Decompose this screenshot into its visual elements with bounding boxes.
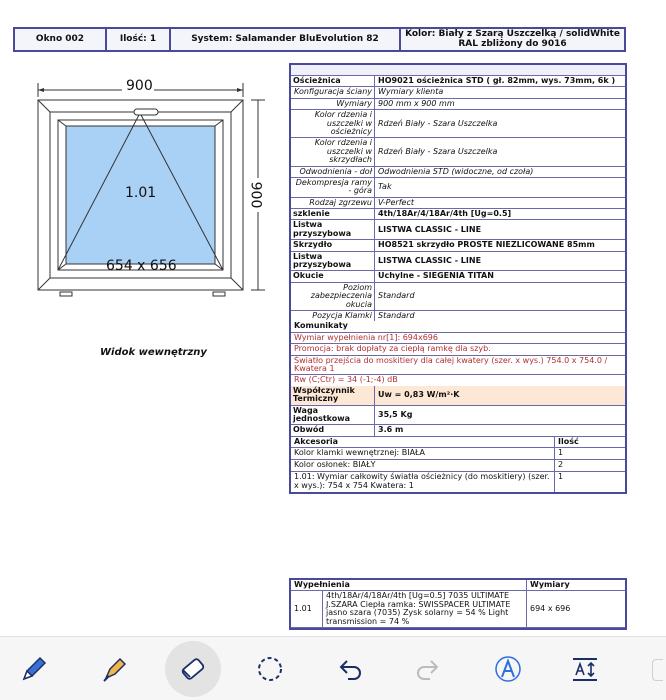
highlighter-icon bbox=[99, 653, 131, 685]
spec-rows bbox=[291, 76, 625, 321]
accessories-header bbox=[291, 437, 625, 449]
redo-icon bbox=[412, 653, 444, 685]
spec-row-value: Uchylne - SIEGENIA TITAN bbox=[378, 271, 494, 281]
uw-value: Uw = 0,83 W/m²·K bbox=[375, 386, 625, 405]
spec-row-label: Pozycja Klamki bbox=[291, 311, 375, 321]
glass-size: 654 x 656 bbox=[106, 258, 177, 274]
spec-row bbox=[291, 283, 625, 311]
filling-no: 1.01 bbox=[291, 591, 323, 627]
text-style-tool[interactable] bbox=[488, 649, 528, 689]
spec-row bbox=[291, 252, 625, 272]
spec-table bbox=[289, 63, 627, 494]
spec-row bbox=[291, 87, 625, 98]
accessory-name: Kolor osłonek: BIAŁY bbox=[291, 460, 555, 471]
spec-row-label: Okucie bbox=[291, 271, 375, 281]
perimeter-row bbox=[291, 425, 625, 436]
filling-row bbox=[291, 591, 625, 628]
fillings-table bbox=[289, 578, 627, 630]
spec-row bbox=[291, 99, 625, 110]
spec-row bbox=[291, 271, 625, 282]
view-caption: Widok wewnętrzny bbox=[100, 347, 207, 358]
text-size-icon bbox=[569, 653, 601, 685]
spec-row-value: Rdzeń Biały - Szara Uszczelka bbox=[378, 118, 498, 128]
text-size-tool[interactable] bbox=[565, 649, 605, 689]
weight-value: 35,5 Kg bbox=[378, 409, 413, 419]
weight-label: Waga jednostkowa bbox=[291, 406, 375, 425]
spec-row-value: HO9021 ościeżnica STD ( gł. 82mm, wys. 73mm, 6k ) bbox=[378, 76, 616, 85]
filling-dim: 694 x 696 bbox=[530, 603, 571, 613]
komunikaty-label: Komunikaty bbox=[291, 321, 625, 332]
uw-label: Współczynnik Termiczny bbox=[291, 386, 375, 405]
spec-row bbox=[291, 311, 625, 321]
spec-row-label: Kolor rdzenia i uszczelki w skrzydłach bbox=[291, 138, 375, 165]
window-color: Kolor: Biały z Szarą Uszczelką / solidWhite RAL zbliżony do 9016 bbox=[405, 29, 620, 49]
width-dimension: 900 bbox=[126, 78, 153, 94]
accessories-list bbox=[291, 448, 625, 491]
pen-tool[interactable] bbox=[14, 649, 54, 689]
height-dimension: 900 bbox=[247, 181, 264, 209]
pen-icon bbox=[18, 653, 50, 685]
spec-row-value: 900 mm x 900 mm bbox=[378, 98, 455, 108]
accessories-header-qty: Ilość bbox=[558, 436, 579, 446]
eraser-icon bbox=[177, 653, 209, 685]
message-item: Światło przejścia do moskitiery dla całej kwatery (szer. x wys.) 754.0 x 754.0 / Kwatera 1 bbox=[291, 356, 625, 376]
spec-row-label: Listwa przyszybowa bbox=[291, 220, 375, 239]
highlighter-tool[interactable] bbox=[95, 649, 135, 689]
spec-row-value: Standard bbox=[378, 291, 415, 301]
accessory-row bbox=[291, 472, 625, 492]
spec-row-label: Odwodnienia - doł bbox=[291, 167, 375, 177]
spec-row-label: Wymiary bbox=[291, 99, 375, 109]
spec-row bbox=[291, 198, 625, 209]
accessory-qty: 1 bbox=[558, 472, 564, 482]
eraser-tool[interactable] bbox=[165, 641, 221, 697]
spec-row-label: Kolor rdzenia i uszczelki w ościeżnicy bbox=[291, 110, 375, 137]
spec-row-label: Poziom zabezpieczenia okucia bbox=[291, 283, 375, 310]
message-item: Wymiar wypełnienia nr[1]: 694x696 bbox=[291, 333, 625, 344]
weight-row bbox=[291, 406, 625, 426]
accessories-header-name: Akcesoria bbox=[291, 437, 555, 448]
spec-row-label: Ościeżnica bbox=[291, 76, 375, 86]
lasso-icon bbox=[254, 653, 286, 685]
spec-row-label: Rodzaj zgrzewu bbox=[291, 198, 375, 208]
spec-row bbox=[291, 209, 625, 220]
accessory-name: Kolor klamki wewnętrznej: BIAŁA bbox=[291, 448, 555, 459]
sash-number: 1.01 bbox=[125, 185, 157, 201]
spec-row-label: Konfiguracja ściany bbox=[291, 87, 375, 97]
message-item: Promocja: brak dopłaty za ciepłą ramkę dla szyb. bbox=[291, 344, 625, 355]
fillings-header-dim: Wymiary bbox=[530, 580, 570, 589]
spec-row bbox=[291, 167, 625, 178]
accessory-qty: 1 bbox=[558, 448, 564, 458]
undo-button[interactable] bbox=[330, 649, 370, 689]
toolbar-overflow-edge bbox=[652, 659, 663, 681]
perimeter-value: 3.6 m bbox=[378, 425, 404, 435]
text-style-icon bbox=[492, 653, 524, 685]
fillings-header bbox=[291, 580, 625, 591]
message-item: Rw (C;Ctr) = 34 (-1;-4) dB bbox=[294, 375, 398, 385]
window-name: Okno 002 bbox=[15, 29, 107, 50]
redo-button[interactable] bbox=[408, 649, 448, 689]
window-quantity: Ilość: 1 bbox=[107, 29, 171, 50]
accessory-qty: 2 bbox=[558, 460, 564, 470]
spec-row-value: LISTWA CLASSIC - LINE bbox=[378, 255, 482, 265]
spec-row bbox=[291, 178, 625, 198]
spec-row bbox=[291, 240, 625, 251]
spec-row bbox=[291, 76, 625, 87]
spec-row-value: LISTWA CLASSIC - LINE bbox=[378, 224, 482, 234]
spec-row-value: Tak bbox=[378, 182, 392, 192]
lasso-tool[interactable] bbox=[250, 649, 290, 689]
spec-row-label: szklenie bbox=[291, 209, 375, 219]
spec-row-label: Dekompresja ramy - góra bbox=[291, 178, 375, 197]
spec-row bbox=[291, 138, 625, 166]
message-list bbox=[291, 333, 625, 386]
accessory-name: 1.01: Wymiar całkowity światła ościeżnicy (do moskitiery) (szer. x wys.): 754 x 754 Kwatera: 1 bbox=[291, 472, 555, 492]
perimeter-label: Obwód bbox=[291, 425, 375, 435]
fillings-header-name: Wypełnienia bbox=[291, 580, 527, 590]
uw-row bbox=[291, 386, 625, 406]
spec-top-spacer bbox=[291, 65, 625, 76]
spec-row-value: HO8521 skrzydło PROSTE NIEZLICOWANE 85mm bbox=[378, 240, 595, 250]
spec-row bbox=[291, 110, 625, 138]
spec-row-value: Wymiary klienta bbox=[378, 87, 444, 97]
spec-row-value: Odwodnienia STD (widoczne, od czoła) bbox=[378, 166, 534, 176]
spec-row-value: Standard bbox=[378, 310, 415, 320]
fillings-list bbox=[291, 591, 625, 628]
spec-row-label: Listwa przyszybowa bbox=[291, 252, 375, 271]
window-drawing bbox=[30, 75, 270, 305]
filling-desc: 4th/18Ar/4/18Ar/4th [Ug=0.5] 7035 ULTIMATE J.SZARA Ciepła ramka: SWISSPACER ULTIMATE jasno szara (7035) Zysk solarny = 54 % Light transmission = 74 % bbox=[323, 591, 527, 627]
spec-row-value: V-Perfect bbox=[378, 197, 414, 207]
spec-row-value: Rdzeń Biały - Szara Uszczelka bbox=[378, 146, 498, 156]
spec-row bbox=[291, 220, 625, 240]
window-header bbox=[13, 27, 626, 52]
annotation-toolbar bbox=[0, 636, 666, 700]
accessory-row bbox=[291, 460, 625, 472]
spec-row-value: 4th/18Ar/4/18Ar/4th [Ug=0.5] bbox=[378, 209, 512, 219]
accessory-row bbox=[291, 448, 625, 460]
spec-row-label: Skrzydło bbox=[291, 240, 375, 250]
window-system: System: Salamander BluEvolution 82 bbox=[171, 29, 401, 50]
undo-icon bbox=[334, 653, 366, 685]
